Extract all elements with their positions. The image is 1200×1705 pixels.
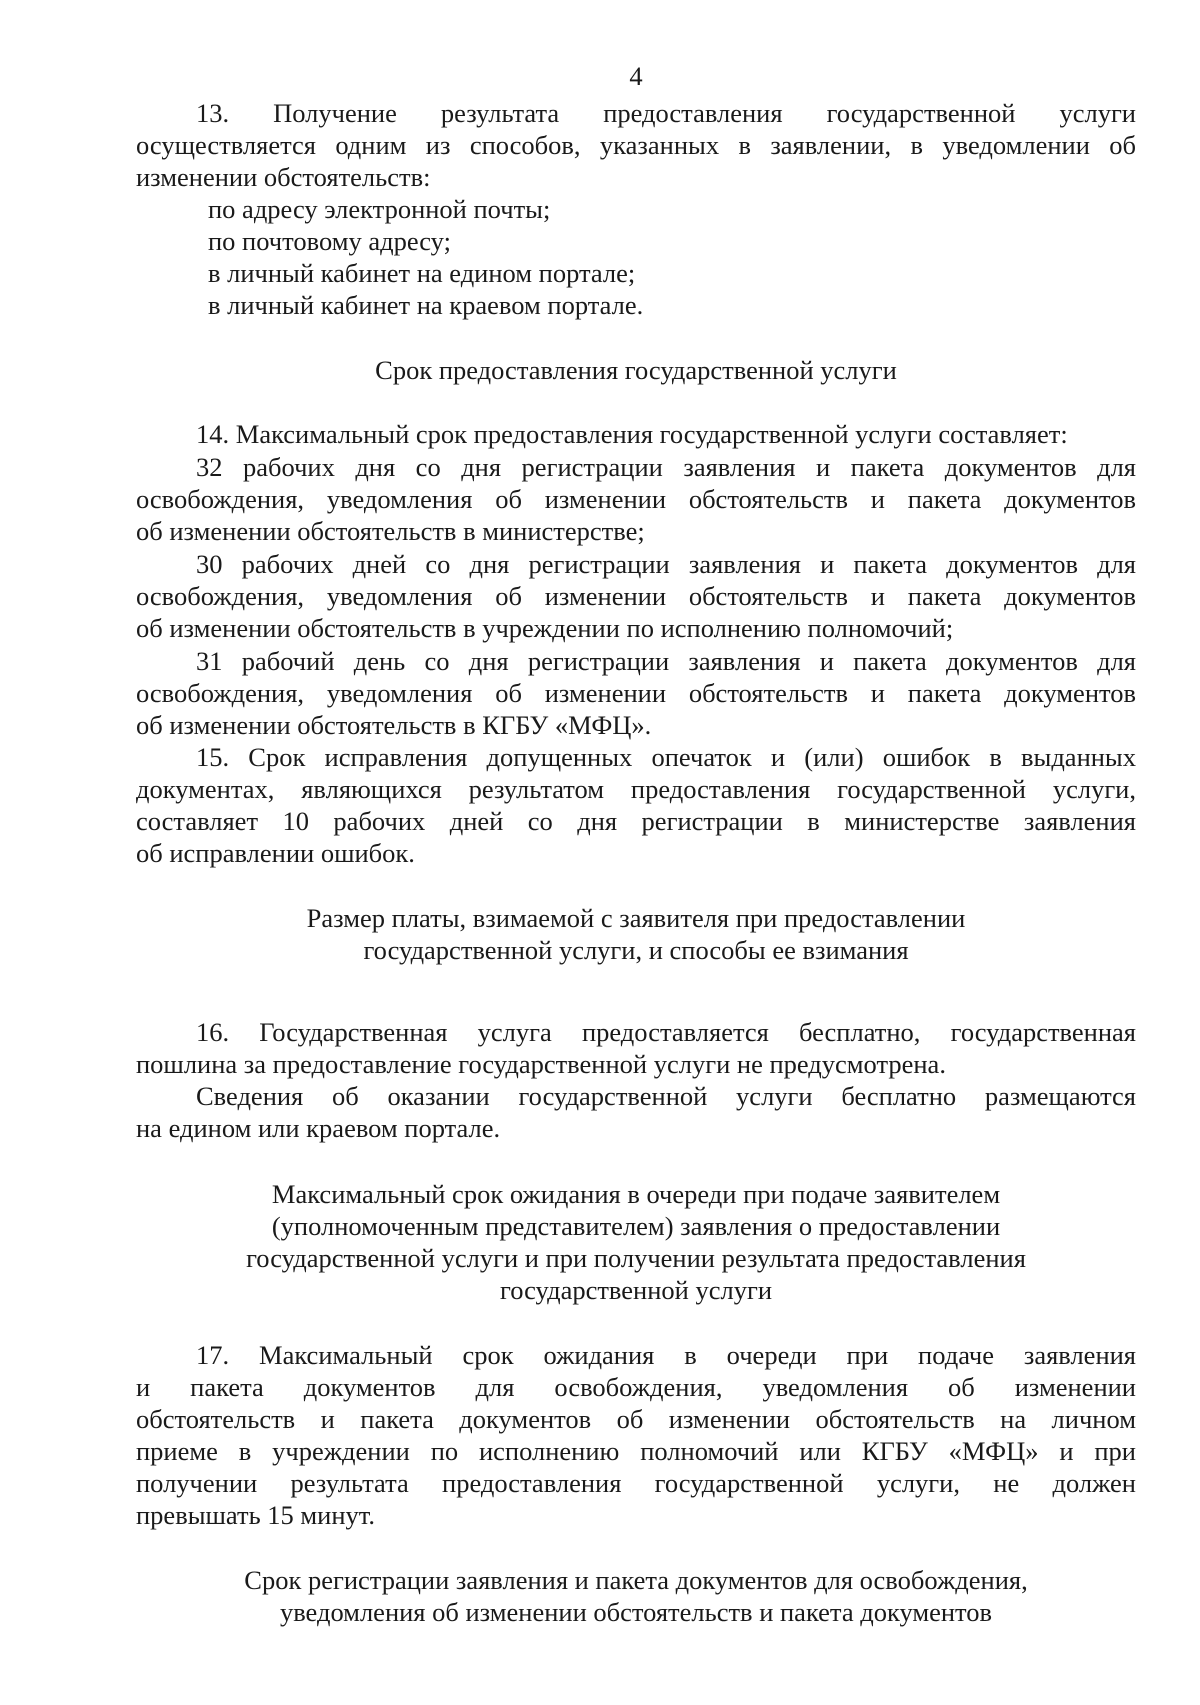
text-line: об изменении обстоятельств в КГБУ «МФЦ». (136, 710, 652, 740)
text-line: 30 рабочих дней со дня регистрации заявления и пакета документов для (196, 549, 1136, 579)
text-line: 17. Максимальный срок ожидания в очереди при подаче заявления (196, 1340, 1136, 1370)
heading-line: государственной услуги, и способы ее взимания (363, 935, 909, 965)
list-item: в личный кабинет на едином портале; (208, 258, 636, 288)
text-line: получении результата предоставления государственной услуги, не должен (136, 1468, 1136, 1498)
text-line: приеме в учреждении по исполнению полномочий или КГБУ «МФЦ» и при (136, 1436, 1136, 1466)
section-heading: Срок предоставления государственной услуги (375, 355, 897, 385)
list-item: в личный кабинет на краевом портале. (208, 290, 644, 320)
page-number: 4 (629, 61, 643, 91)
text-line: пошлина за предоставление государственной услуги не предусмотрена. (136, 1049, 946, 1079)
text-line: освобождения, уведомления об изменении обстоятельств и пакета документов (136, 581, 1136, 611)
text-line: Сведения об оказании государственной услуги бесплатно размещаются (196, 1081, 1136, 1111)
list-item: по почтовому адресу; (208, 226, 451, 256)
text-line: об исправлении ошибок. (136, 838, 415, 868)
text-line: 32 рабочих дня со дня регистрации заявления и пакета документов для (196, 452, 1136, 482)
text-line: 15. Срок исправления допущенных опечаток и (или) ошибок в выданных (196, 742, 1136, 772)
heading-line: Размер платы, взимаемой с заявителя при предоставлении (306, 903, 966, 933)
text-line: 14. Максимальный срок предоставления государственной услуги составляет: (196, 419, 1068, 449)
list-item: по адресу электронной почты; (208, 194, 551, 224)
text-line: документах, являющихся результатом предоставления государственной услуги, (136, 774, 1136, 804)
text-line: превышать 15 минут. (136, 1500, 376, 1530)
text-line: 16. Государственная услуга предоставляется бесплатно, государственная (196, 1017, 1136, 1047)
heading-line: Срок регистрации заявления и пакета документов для освобождения, (244, 1565, 1028, 1595)
text-line: обстоятельств и пакета документов об изменении обстоятельств на личном (136, 1404, 1136, 1434)
heading-line: Максимальный срок ожидания в очереди при подаче заявителем (271, 1179, 1001, 1209)
text-line: осуществляется одним из способов, указанных в заявлении, в уведомлении об (136, 130, 1136, 160)
text-line: 13. Получение результата предоставления государственной услуги (196, 98, 1136, 128)
text-line: об изменении обстоятельств в министерстве; (136, 516, 645, 546)
text-line: освобождения, уведомления об изменении обстоятельств и пакета документов (136, 678, 1136, 708)
text-line: об изменении обстоятельств в учреждении по исполнению полномочий; (136, 613, 954, 643)
heading-line: уведомления об изменении обстоятельств и пакета документов (279, 1597, 993, 1627)
heading-line: государственной услуги (499, 1275, 773, 1305)
text-line: 31 рабочий день со дня регистрации заявления и пакета документов для (196, 646, 1136, 676)
text-line: составляет 10 рабочих дней со дня регистрации в министерстве заявления (136, 806, 1136, 836)
text-line: на едином или краевом портале. (136, 1113, 501, 1143)
text-line: освобождения, уведомления об изменении обстоятельств и пакета документов (136, 484, 1136, 514)
text-line: и пакета документов для освобождения, уведомления об изменении (136, 1372, 1136, 1402)
heading-line: (уполномоченным представителем) заявления о предоставлении (271, 1211, 1001, 1241)
text-line: изменении обстоятельств: (136, 162, 431, 192)
heading-line: государственной услуги и при получении результата предоставления (246, 1243, 1026, 1273)
